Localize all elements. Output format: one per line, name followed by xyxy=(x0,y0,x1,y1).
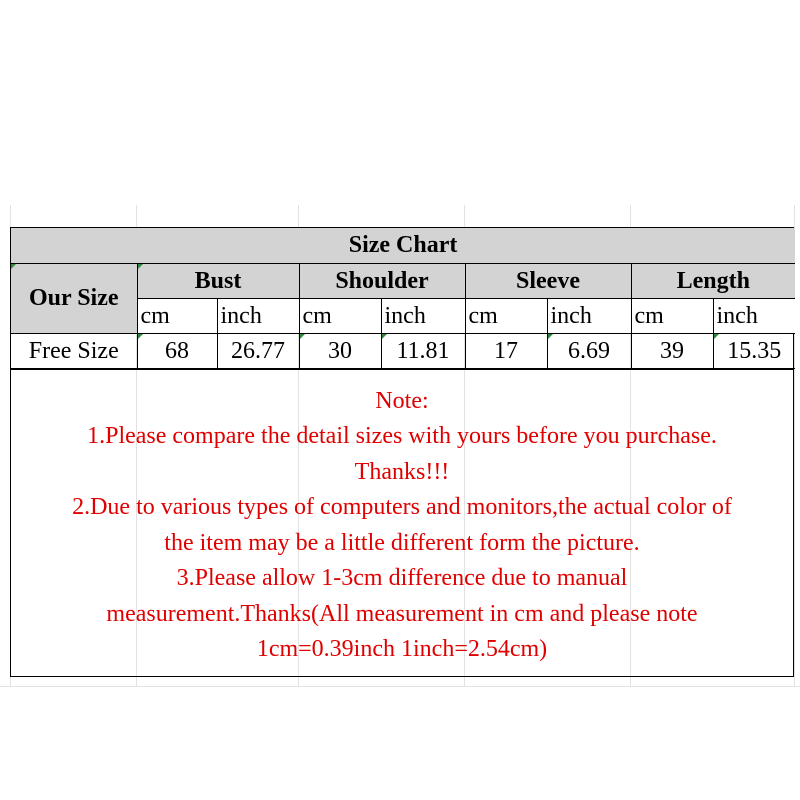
chart-title: Size Chart xyxy=(11,228,795,263)
gridline xyxy=(0,686,800,687)
note-line: the item may be a little different form the picture. xyxy=(164,529,640,556)
unit-header: cm xyxy=(465,298,547,333)
group-header-sleeve: Sleeve xyxy=(465,263,631,298)
group-header-shoulder: Shoulder xyxy=(299,263,465,298)
unit-header: cm xyxy=(299,298,381,333)
row-label: Free Size xyxy=(11,333,137,368)
value-cell: 30 xyxy=(299,333,381,368)
group-header-bust: Bust xyxy=(137,263,299,298)
unit-header: inch xyxy=(713,298,795,333)
size-table xyxy=(11,228,795,369)
value-cell: 68 xyxy=(137,333,217,368)
value-cell: 17 xyxy=(465,333,547,368)
value-cell: 11.81 xyxy=(381,333,465,368)
note-line: Thanks!!! xyxy=(354,458,450,485)
unit-header: inch xyxy=(547,298,631,333)
note-line: measurement.Thanks(All measurement in cm and please note xyxy=(106,600,698,627)
unit-header: inch xyxy=(381,298,465,333)
value-cell: 39 xyxy=(631,333,713,368)
unit-header: cm xyxy=(137,298,217,333)
note-line: 1.Please compare the detail sizes with yours before you purchase. xyxy=(87,423,717,449)
table-row xyxy=(11,333,795,368)
value-cell: 6.69 xyxy=(547,333,631,368)
value-cell: 15.35 xyxy=(713,333,795,368)
unit-header: inch xyxy=(217,298,299,333)
note-line: 3.Please allow 1-3cm difference due to manual xyxy=(176,565,628,591)
group-header-length: Length xyxy=(631,263,795,298)
note-line: 2.Due to various types of computers and monitors,the actual color of xyxy=(72,494,732,520)
note-line: 1cm=0.39inch 1inch=2.54cm) xyxy=(256,636,548,662)
notes-block xyxy=(11,369,793,676)
note-heading: Note: xyxy=(375,387,429,414)
size-chart-sheet xyxy=(10,227,794,677)
value-cell: 26.77 xyxy=(217,333,299,368)
unit-header: cm xyxy=(631,298,713,333)
our-size-header: Our Size xyxy=(11,263,137,333)
